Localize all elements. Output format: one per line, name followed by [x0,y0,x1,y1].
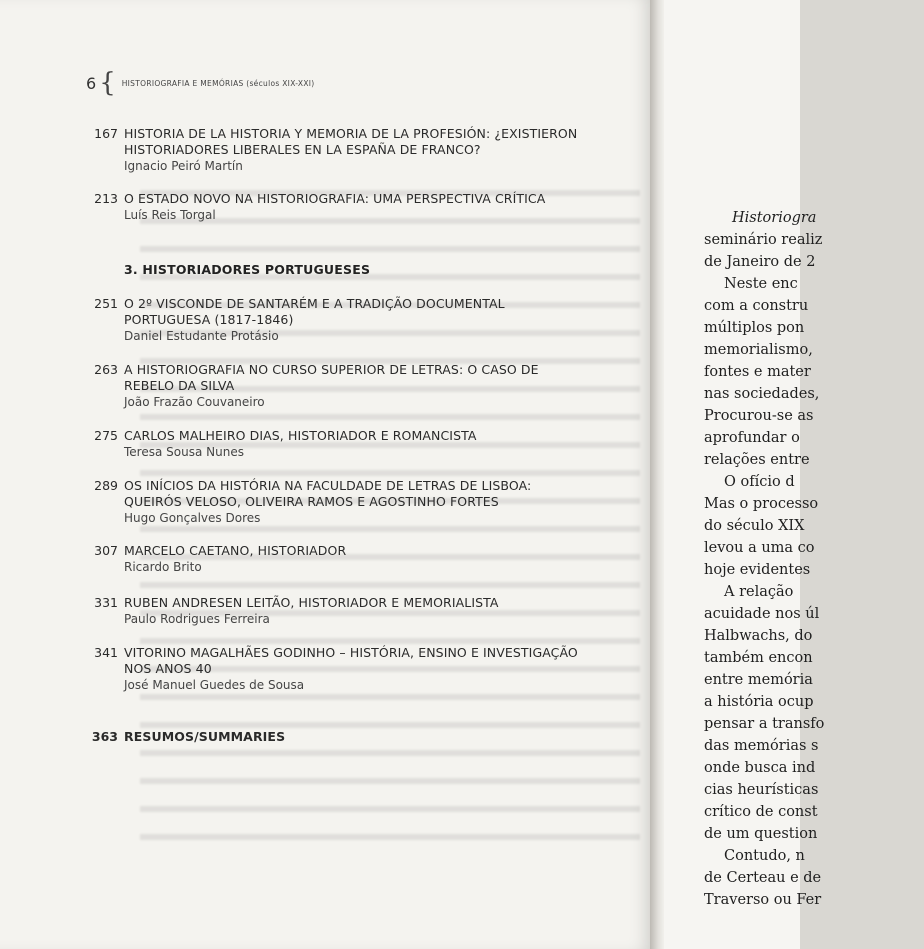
toc-title-line: OS INÍCIOS DA HISTÓRIA NA FACULDADE DE LETRAS DE LISBOA: [124,478,532,493]
toc-title-line: RESUMOS/SUMMARIES [124,729,286,744]
toc-author: Teresa Sousa Nunes [124,445,244,459]
text-line: A relação [724,584,794,600]
text-line: acuidade nos úl [704,606,820,622]
text-line: a história ocup [704,694,814,710]
toc-page-number: 263 [94,362,118,377]
text-line: crítico de const [704,804,818,820]
text-line: também encon [704,650,813,666]
toc-page-number: 167 [94,126,118,141]
text-line: aprofundar o [704,430,800,446]
toc-title-line: RUBEN ANDRESEN LEITÃO, HISTORIADOR E MEMORIALISTA [124,595,499,610]
toc-title-line: PORTUGUESA (1817-1846) [124,312,294,327]
toc-entry[interactable] [90,296,610,344]
toc-author: José Manuel Guedes de Sousa [124,678,305,692]
page-header [86,70,315,96]
page-number: 6 [86,73,97,93]
brace-icon: { [99,68,116,98]
text-line: Neste enc [724,276,798,292]
book-gutter [650,0,664,949]
toc-title-line: CARLOS MALHEIRO DIAS, HISTORIADOR E ROMANCISTA [124,428,477,443]
toc-entry[interactable] [90,478,610,526]
toc-entry[interactable] [90,428,610,460]
toc-entry[interactable] [90,645,610,693]
right-page [664,0,825,949]
toc-author: Ricardo Brito [124,560,202,574]
toc-author: Ignacio Peiró Martín [124,159,243,173]
text-line: levou a uma co [704,540,815,556]
text-line: Traverso ou Fer [704,892,822,908]
toc-page-number: 331 [94,595,118,610]
text-line: hoje evidentes [704,562,811,578]
toc-title-line: REBELO DA SILVA [124,378,235,393]
toc-page-number: 341 [94,645,118,660]
toc-entry[interactable] [90,126,610,174]
toc-page-number: 275 [94,428,118,443]
section-heading: 3. HISTORIADORES PORTUGUESES [124,262,371,277]
toc-entry[interactable] [90,191,610,223]
toc-author: Hugo Gonçalves Dores [124,511,261,525]
text-line: O ofício d [724,474,795,490]
toc-author: João Frazão Couvaneiro [124,395,265,409]
text-line: Halbwachs, do [704,628,813,644]
toc-page-number: 213 [94,191,118,206]
text-line: do século XIX [704,518,805,534]
toc-page-number: 363 [91,729,118,744]
text-line: de Certeau e de [704,870,822,886]
text-line: onde busca ind [704,760,816,776]
show-through-text [140,190,640,890]
text-line: de Janeiro de 2 [704,254,816,270]
toc-entry[interactable] [90,729,610,745]
toc-title-line: O 2º VISCONDE DE SANTARÉM E A TRADIÇÃO DOCUMENTAL [124,296,505,311]
toc-title-line: MARCELO CAETANO, HISTORIADOR [124,543,347,558]
toc-page-number: 307 [94,543,118,558]
running-head: HISTORIOGRAFIA E MEMÓRIAS (séculos XIX-XXI) [121,78,315,88]
text-line: múltiplos pon [704,320,805,336]
text-line: pensar a transfo [704,716,825,732]
text-line: Contudo, n [724,848,805,864]
toc-title-line: NOS ANOS 40 [124,661,212,676]
text-line: entre memória [704,672,813,688]
toc-title-line: VITORINO MAGALHÃES GODINHO – HISTÓRIA, ENSINO E INVESTIGAÇÃO [124,645,578,660]
text-line: fontes e mater [704,364,811,380]
text-line: Historiogra [732,210,817,226]
text-line: relações entre [704,452,810,468]
toc-title-line: HISTORIADORES LIBERALES EN LA ESPAÑA DE FRANCO? [124,142,481,157]
text-line: seminário realiz [704,232,823,248]
text-line: Mas o processo [704,496,819,512]
text-line: de um question [704,826,818,842]
toc-title-line: A HISTORIOGRAFIA NO CURSO SUPERIOR DE LETRAS: O CASO DE [124,362,539,377]
toc-author: Luís Reis Torgal [124,208,216,222]
toc-entry[interactable] [90,543,610,575]
toc-author: Daniel Estudante Protásio [124,329,279,343]
toc-entry[interactable] [90,595,610,627]
toc-title-line: HISTORIA DE LA HISTORIA Y MEMORIA DE LA PROFESIÓN: ¿EXISTIERON [124,126,578,141]
toc-page-number: 251 [94,296,118,311]
toc-page-number: 289 [94,478,118,493]
toc-author: Paulo Rodrigues Ferreira [124,612,270,626]
text-line: com a constru [704,298,809,314]
text-line: das memórias s [704,738,819,754]
text-line: memorialismo, [704,342,813,358]
toc-title-line: QUEIRÓS VELOSO, OLIVEIRA RAMOS E AGOSTINHO FORTES [124,494,499,509]
text-line: nas sociedades, [704,386,820,402]
toc-title-line: O ESTADO NOVO NA HISTORIOGRAFIA: UMA PERSPECTIVA CRÍTICA [124,191,546,206]
toc-entry[interactable] [90,362,610,410]
text-line: Procurou-se as [704,408,814,424]
text-line: cias heurísticas [704,782,819,798]
